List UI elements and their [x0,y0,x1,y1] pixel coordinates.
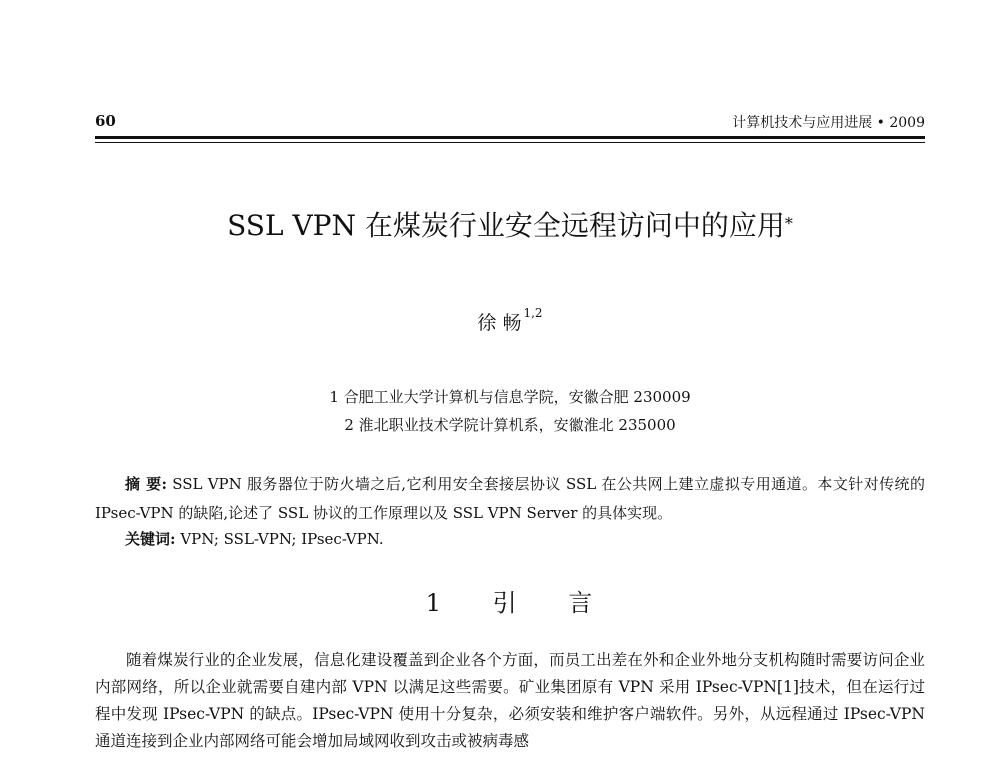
abstract-label: 摘 要: [125,475,168,493]
affiliation-2: 2 淮北职业技术学院计算机系，安徽淮北 235000 [344,416,676,434]
paper-title-text: SSL VPN 在煤炭行业安全远程访问中的应用 [227,209,785,242]
author-affiliation-marks: 1,2 [523,306,543,320]
author-line [95,308,925,335]
keywords-label: 关键词: [125,530,176,548]
keywords-text: VPN; SSL-VPN; IPsec-VPN. [180,530,384,548]
abstract-text: SSL VPN 服务器位于防火墙之后,它利用安全套接层协议 SSL 在公共网上建立虚拟专用通道。本文针对传统的 IPsec-VPN 的缺陷,论述了 SSL 协议的工作原理以及 SSL VPN Server 的具体实现。 [95,475,925,522]
body-paragraph: 随着煤炭行业的企业发展，信息化建设覆盖到企业各个方面，而员工出差在外和企业外地分支机构随时需要访问企业内部网络，所以企业就需要自建内部 VPN 以满足这些需要。矿业集团原有 VPN 采用 IPsec-VPN[1]技术，但在运行过程中发现 IPsec-VPN 的缺点。IPsec-VPN 使用十分复杂，必须安装和维护客户端软件。另外，从远程通过 IPsec-VPN 通道连接到企业内部网络可能会增加局域网收到攻击或被病毒感 [95,651,925,750]
author-name: 徐 畅 [477,312,522,334]
header-rule-thick [95,136,925,139]
abstract [95,470,925,528]
page-number: 60 [95,112,116,130]
header-rule-thin [95,142,925,143]
paper-title [95,208,925,244]
keywords [125,528,384,549]
affiliation-1: 1 合肥工业大学计算机与信息学院，安徽合肥 230009 [329,388,691,406]
section-heading-introduction: 1 引 言 [425,589,595,617]
running-header [95,112,925,134]
title-footnote-marker: * [784,214,793,233]
journal-name: 计算机技术与应用进展 • 2009 [732,115,925,131]
